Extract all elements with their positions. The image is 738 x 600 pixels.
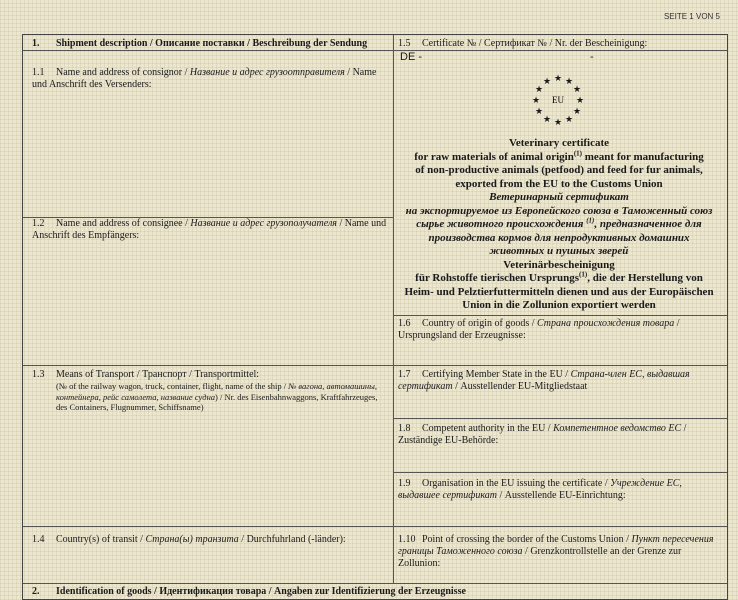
svg-text:★: ★ [572,84,582,94]
svg-text:★: ★ [564,114,574,124]
box-1-9-issuing-organisation[interactable]: 1.9 Organisation in the EU issuing the certificate / Учреждение ЕС, выдавшее сертификат / Ausstellende EU-Einrichtung: [398,478,682,501]
eu-flag-icon [528,72,588,128]
transport-hint: (№ of the railway wagon, truck, container, flight, name of the ship / № вагона, автомашины, контейнера, рейс самолета, название судна) / Nr. des Eisenbahnwaggons, Kraftfahrzeuges, des Containers, Flugnummer, Schiffsname) [56,381,378,412]
page-counter: SEITE 1 VON 5 [663,12,720,21]
box-1-3-means-of-transport[interactable]: 1.3 Means of Transport / Транспорт / Transportmittel: (№ of the railway wagon, truck, container, flight, name of the ship / № вагона, автомашины, контейнера, рейс самолета, название судна) / Nr. des Eisenbahnwaggons, Kraftfahrzeuges, des Containers, Flugnummer, Schiffsname) [32,369,382,413]
certificate-title: Veterinary certificate for raw materials of animal origin$^{(1)}$ meant for manufacturing of non-productive animals (petfood) and feed for fur animals, exported from the EU to the Customs Union Ветеринарный сертификат на экспортируемое из Европейского союза в Таможенный союз сырье животного происхождения $^{(1)}$, предназначенное для производства кормов для непродуктивных домашних животных и пушных зверей Veterinärbescheinigung für Rohstoffe tierischen Ursprungs$^{(1)}$, die der Herstellung von Heim- und Pelztierfuttermitteln dienen und aus der Europäischen Union in die Zollunion exportiert werden [404,137,714,311]
svg-text:★: ★ [572,106,582,116]
divider [23,365,727,366]
divider [393,472,727,473]
svg-text:★: ★ [542,114,552,124]
svg-text:★: ★ [534,106,544,116]
box-1-8-competent-authority[interactable]: 1.8 Competent authority in the EU / Компетентное ведомство ЕС / Zuständige EU-Behörde: [398,423,687,446]
svg-text:★: ★ [531,95,541,105]
box-2-header: 2. Identification of goods / Идентификация товара / Angaben zur Identifizierung der Erzeugnisse [32,586,466,597]
box-1-6-country-of-origin[interactable]: 1.6 Country of origin of goods / Страна происхождения товара / Ursprungsland der Erzeugnisse: [398,318,680,341]
box-1-7-certifying-member-state[interactable]: 1.7 Certifying Member State in the EU / Страна-член ЕС, выдавшая сертификат / Ausstellender EU-Mitgliedstaat [398,369,690,392]
divider [393,315,727,316]
box-1-number: 1. [32,38,40,49]
svg-text:★: ★ [575,95,585,105]
box-1-label: Shipment description / Описание поставки / Beschreibung der Sendung [56,38,368,49]
svg-text:★: ★ [553,73,563,83]
certificate-separator: - [590,51,594,63]
box-1-2-consignee[interactable]: 1.2 Name and address of consignee / Название и адрес грузополучателя / Name und Anschrift des Empfängers: [32,218,387,241]
svg-text:★: ★ [553,117,563,127]
divider [23,526,727,527]
box-1-10-border-crossing-point[interactable]: 1.10 Point of crossing the border of the Customs Union / Пункт пересечения границы Таможенного союза / Grenzkontrollstelle an der Grenze zur Zollunion: [398,534,714,569]
svg-text:★: ★ [564,76,574,86]
svg-text:★: ★ [534,84,544,94]
certificate-number-field[interactable] [400,51,650,63]
divider [23,583,727,584]
box-1-1-consignor[interactable]: 1.1 Name and address of consignor / Название и адрес грузоотправителя / Name und Anschrift des Versenders: [32,67,377,90]
certificate-form [22,34,728,600]
box-1-5-label: 1.5 Certificate № / Сертификат № / Nr. der Bescheinigung: [398,38,648,49]
eu-flag-label: EU [552,95,564,105]
divider [393,418,727,419]
box-1-header [32,38,392,50]
svg-text:★: ★ [542,76,552,86]
box-1-4-transit-countries[interactable]: 1.4 Country(s) of transit / Страна(ы) транзита / Durchfuhrland (-länder): [32,534,346,545]
certificate-prefix: DE - [400,51,422,63]
